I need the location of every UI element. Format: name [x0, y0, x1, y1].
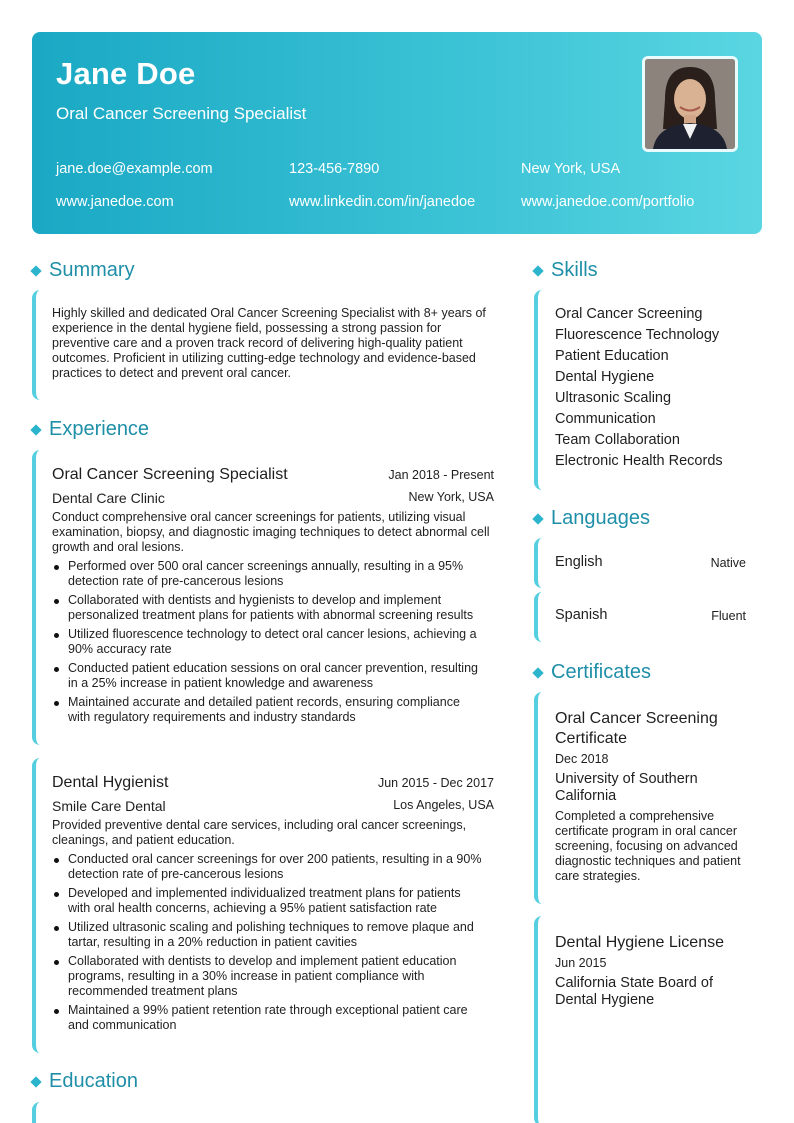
- contact-email[interactable]: jane.doe@example.com: [56, 161, 213, 177]
- job-bullet: Performed over 500 oral cancer screenings annually, resulting in a 95% detection rate of pre-cancerous lesions: [52, 559, 482, 589]
- experience-heading: [30, 418, 149, 441]
- skill-item: Fluorescence Technology: [555, 327, 720, 343]
- job-description: Provided preventive dental care services, including oral cancer screenings, cleanings, and patient education.: [52, 818, 467, 847]
- summary-heading-label: Summary: [49, 259, 135, 281]
- skill-item: Team Collaboration: [555, 432, 680, 448]
- certificate-issuer: California State Board of Dental Hygiene: [555, 975, 713, 1008]
- job-company: Dental Care Clinic: [52, 490, 165, 506]
- job-date: Jun 2015 - Dec 2017: [377, 776, 494, 790]
- job-title: Oral Cancer Screening Specialist: [52, 466, 288, 483]
- job-title: Dental Hygienist: [52, 774, 169, 791]
- candidate-name: Jane Doe: [56, 56, 196, 91]
- language-level: Native: [710, 556, 746, 570]
- certificate-description: Completed a comprehensive certificate program in oral cancer screening, focusing on advanced diagnostic techniques and patient care strategies.: [555, 809, 741, 883]
- job-bullet: Conducted patient education sessions on oral cancer prevention, resulting in a 25% increase in patient knowledge and awareness: [52, 661, 482, 691]
- certificate-title: Dental Hygiene License: [555, 934, 724, 951]
- skill-item: Ultrasonic Scaling: [555, 390, 672, 406]
- diamond-icon: [532, 513, 543, 524]
- contact-linkedin[interactable]: www.linkedin.com/in/janedoe: [289, 194, 476, 210]
- profile-photo-image: [645, 59, 735, 149]
- summary-text: Highly skilled and dedicated Oral Cancer Screening Specialist with 8+ years of experience in the dental hygiene field, possessing a strong passion for preventive care and a proven track record of delivering high-quality patient outcomes. Proficient in utilizing cutting-edge technology and evidence-based practices to detect and prevent oral cancer.: [52, 306, 486, 380]
- skills-heading-label: Skills: [551, 259, 598, 281]
- job-date: Jan 2018 - Present: [388, 468, 494, 482]
- certificate-date: Dec 2018: [555, 752, 609, 766]
- job-bullet: Maintained accurate and detailed patient records, ensuring compliance with regulatory requirements and industry standards: [52, 695, 482, 725]
- language-name: English: [555, 554, 603, 570]
- language-name: Spanish: [555, 607, 608, 623]
- skills-heading: [532, 259, 598, 282]
- job-bullets: [52, 852, 482, 1037]
- skill-item: Dental Hygiene: [555, 369, 655, 385]
- certificate-issuer: University of Southern California: [555, 771, 698, 804]
- job-bullet: Utilized fluorescence technology to detect oral cancer lesions, achieving a 90% accuracy rate: [52, 627, 482, 657]
- job-bullet: Collaborated with dentists and hygienists to develop and implement personalized treatment plans for patients with abnormal screening results: [52, 593, 482, 623]
- job-bullet: Utilized ultrasonic scaling and polishing techniques to remove plaque and tartar, resulting in a 20% reduction in patient cavities: [52, 920, 482, 950]
- skill-item: Oral Cancer Screening: [555, 306, 703, 322]
- skill-item: Electronic Health Records: [555, 453, 723, 469]
- job-bullet: Maintained a 99% patient retention rate through exceptional patient care and communication: [52, 1003, 482, 1033]
- candidate-title: Oral Cancer Screening Specialist: [56, 104, 307, 123]
- job-bullet: Developed and implemented individualized treatment plans for patients with oral health concerns, achieving a 95% patient satisfaction rate: [52, 886, 482, 916]
- certificates-heading-label: Certificates: [551, 661, 652, 683]
- job-bullets: [52, 559, 482, 729]
- profile-photo: [642, 56, 738, 152]
- certificates-heading: [532, 661, 651, 684]
- diamond-icon: [30, 1076, 41, 1087]
- resume-header: [32, 32, 762, 234]
- contact-portfolio[interactable]: www.janedoe.com/portfolio: [521, 194, 695, 210]
- job-bullet: Conducted oral cancer screenings for over 200 patients, resulting in a 90% detection rate of pre-cancerous lesions: [52, 852, 482, 882]
- job-location: New York, USA: [408, 490, 494, 504]
- summary-heading: [30, 259, 135, 282]
- experience-heading-label: Experience: [49, 418, 150, 440]
- skill-item: Patient Education: [555, 348, 669, 364]
- languages-heading: [532, 507, 650, 530]
- skill-item: Communication: [555, 411, 656, 427]
- certificate-date: Jun 2015: [555, 956, 607, 970]
- diamond-icon: [532, 265, 543, 276]
- job-description: Conduct comprehensive oral cancer screenings for patients, utilizing visual examination, biopsy, and diagnostic imaging techniques to detect abnormal cell growth and oral lesions.: [52, 510, 490, 554]
- languages-heading-label: Languages: [551, 507, 650, 529]
- job-bullet: Collaborated with dentists to develop and implement patient education programs, resulting in a 30% increase in patient compliance with recommended treatment plans: [52, 954, 482, 999]
- diamond-icon: [30, 424, 41, 435]
- education-heading-label: Education: [49, 1070, 138, 1092]
- job-location: Los Angeles, USA: [393, 798, 494, 812]
- diamond-icon: [532, 667, 543, 678]
- diamond-icon: [30, 265, 41, 276]
- language-level: Fluent: [711, 609, 746, 623]
- job-company: Smile Care Dental: [52, 798, 166, 814]
- contact-location: New York, USA: [521, 161, 621, 177]
- education-block: [32, 1102, 494, 1123]
- contact-website[interactable]: www.janedoe.com: [56, 194, 174, 210]
- certificate-title: Oral Cancer Screening Certificate: [555, 710, 718, 747]
- contact-phone[interactable]: 123-456-7890: [289, 161, 380, 177]
- education-heading: [30, 1070, 138, 1093]
